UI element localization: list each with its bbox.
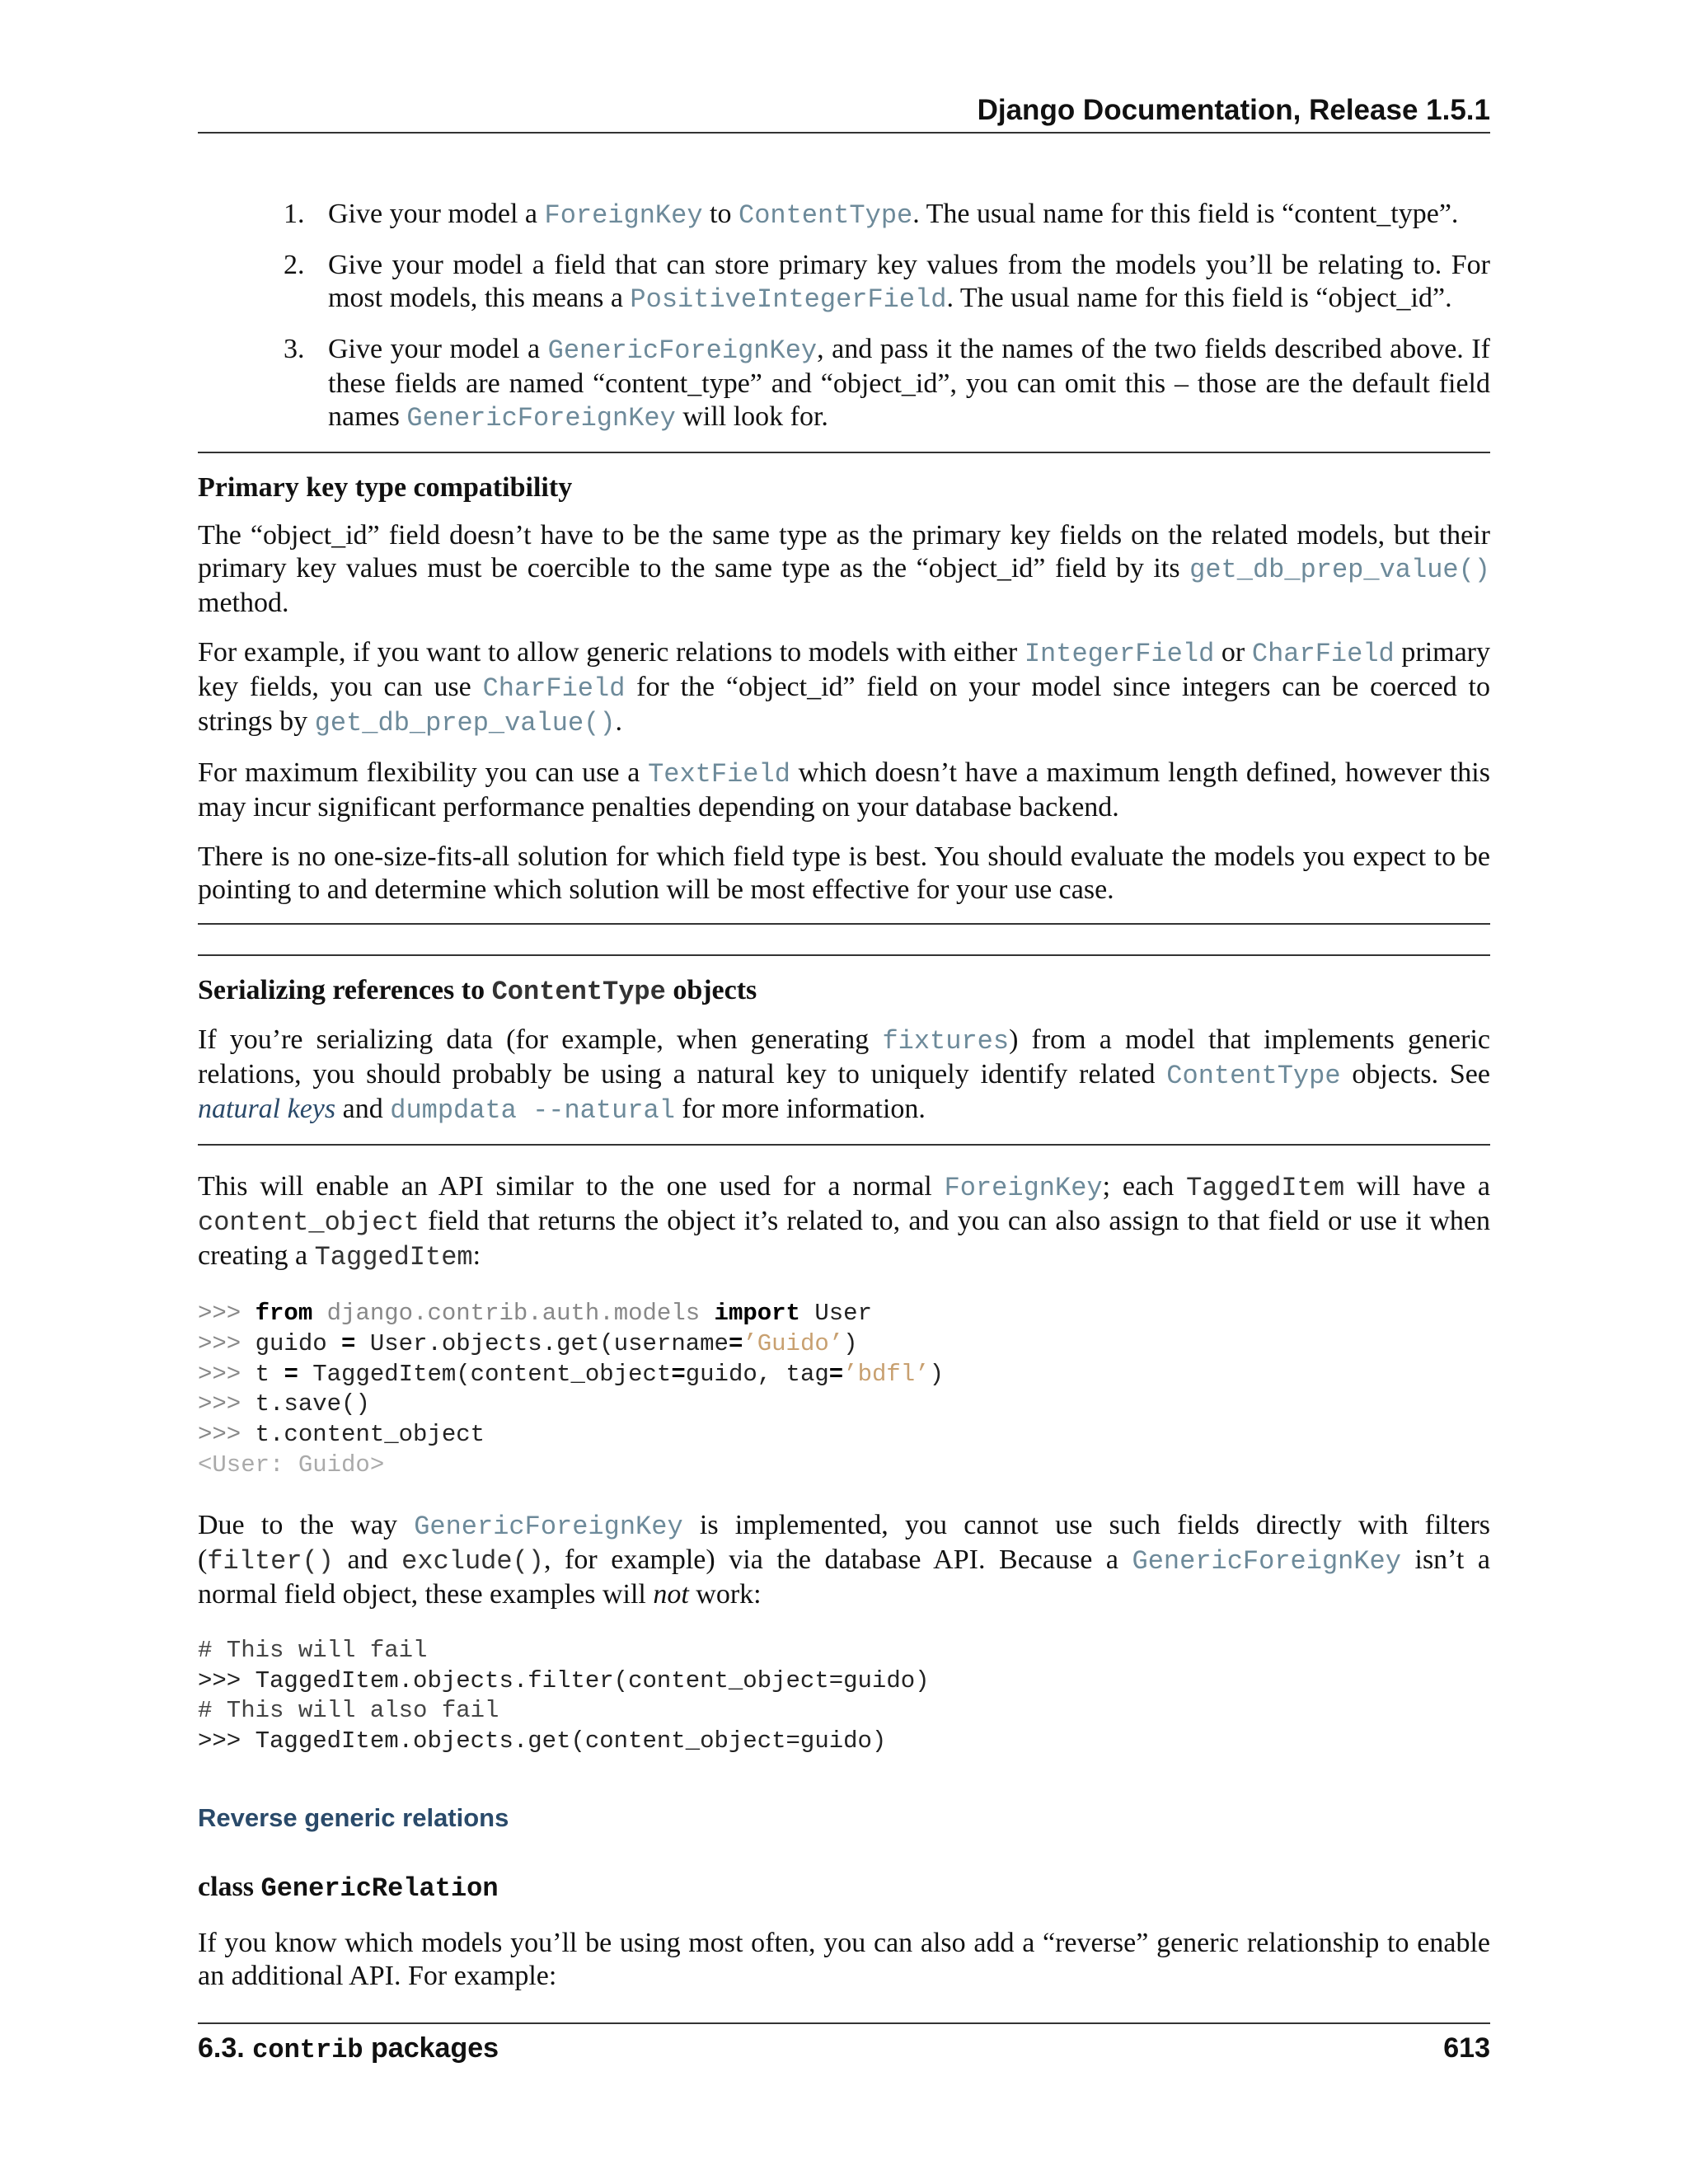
serializing-note	[198, 954, 1490, 1146]
api-paragraph: This will enable an API similar to the one used for a normal ForeignKey; each TaggedItem will have a content_object field that returns the object it’s related to, and you can also assign to that field or use it when creating a TaggedItem:	[198, 1171, 1490, 1272]
class-signature: class GenericRelation	[198, 1871, 499, 1904]
running-footer	[198, 2022, 1490, 2065]
primary-key-note	[198, 452, 1490, 925]
reverse-paragraph: If you know which models you’ll be using most often, you can also add a “reverse” generic relationship to enable an additional API. For example:	[198, 1927, 1490, 1991]
list-item: 3. Give your model a GenericForeignKey, and pass it the names of the two fields described above. If these fields are named “content_type” and “object_id”, you can omit this – those are the default field names GenericForeignKey will look for.	[284, 334, 1490, 434]
code-block-fail: # This will fail >>> TaggedItem.objects.filter(content_object=guido) # This will also fail >>> TaggedItem.objects.get(content_object=guido)	[198, 1636, 930, 1755]
page-number: 613	[1443, 2032, 1490, 2064]
note-title: Primary key type compatibility	[198, 472, 573, 503]
footer-section: 6.3. contrib packages	[198, 2032, 499, 2065]
textfield-link[interactable]: TextField	[648, 759, 790, 790]
code-block-example: >>> from django.contrib.auth.models import User >>> guido = User.objects.get(username=’Guido’) >>> t = TaggedItem(content_object=guido, tag=’bdfl’) >>> t.save() >>> t.content_object <User: Guido>	[198, 1300, 944, 1479]
genericforeignkey-link[interactable]: GenericForeignKey	[414, 1511, 683, 1542]
genericforeignkey-link[interactable]: GenericForeignKey	[406, 403, 676, 434]
foreignkey-link[interactable]: ForeignKey	[944, 1173, 1103, 1203]
page-content	[198, 198, 1490, 1993]
running-header: Django Documentation, Release 1.5.1	[198, 89, 1490, 134]
charfield-link[interactable]: CharField	[482, 673, 626, 704]
genericforeignkey-link[interactable]: GenericForeignKey	[547, 335, 818, 366]
fixtures-link[interactable]: fixtures	[882, 1026, 1010, 1057]
note-paragraph: There is no one-size-fits-all solution for which field type is best. You should evaluate the models you expect to be pointing to and determine which solution will be most effective for your use case.	[198, 841, 1490, 905]
integerfield-link[interactable]: IntegerField	[1024, 639, 1215, 669]
list-item: 2. Give your model a field that can store primary key values from the models you’ll be relating to. For most models, this means a PositiveIntegerField. The usual name for this field is “object_id”.	[284, 250, 1490, 315]
natural-keys-link[interactable]: natural keys	[198, 1094, 336, 1124]
charfield-link[interactable]: CharField	[1251, 639, 1395, 669]
contenttype-link[interactable]: ContentType	[738, 200, 913, 231]
spacer	[198, 1146, 1490, 1170]
positiveintegerfield-link[interactable]: PositiveIntegerField	[630, 284, 947, 315]
list-item: 1. Give your model a ForeignKey to ContentType. The usual name for this field is “content_type”.	[284, 199, 1459, 231]
section-heading: Reverse generic relations	[198, 1802, 509, 1832]
foreignkey-link[interactable]: ForeignKey	[544, 200, 703, 231]
note-title: Serializing references to ContentType objects	[198, 975, 757, 1007]
note-paragraph: If you’re serializing data (for example, when generating fixtures) from a model that implements generic relations, you should probably be using a natural key to uniquely identify related ContentType objects. See natural keys and dumpdata --natural for more information.	[198, 1024, 1491, 1126]
spacer	[198, 925, 1490, 954]
generic-fk-steps	[198, 198, 1490, 435]
genericforeignkey-link[interactable]: GenericForeignKey	[1132, 1545, 1401, 1577]
note-paragraph: For maximum flexibility you can use a TextField which doesn’t have a maximum length defined, however this may incur significant performance penalties depending on your database backend.	[198, 757, 1490, 823]
dumpdata-natural-link[interactable]: dumpdata --natural	[390, 1095, 675, 1126]
get-db-prep-value-link[interactable]: get_db_prep_value()	[314, 708, 616, 738]
contenttype-link[interactable]: ContentType	[1166, 1061, 1341, 1091]
note-paragraph: For example, if you want to allow generic relations to models with either IntegerField or CharField primary key fields, you can use CharField for the “object_id” field on your model since integers can be coerced to strings by get_db_prep_value().	[198, 637, 1490, 738]
get-db-prep-value-link[interactable]: get_db_prep_value()	[1189, 555, 1490, 585]
note-paragraph: The “object_id” field doesn’t have to be the same type as the primary key fields on the related models, but their primary key values must be coercible to the same type as the “object_id” field by its get_db_prep_value() method.	[198, 520, 1490, 618]
gfk-paragraph: Due to the way GenericForeignKey is implemented, you cannot use such fields directly with filters (filter() and exclude(), for example) via the database API. Because a GenericForeignKey isn’t a normal field object, these examples will not work:	[198, 1509, 1490, 1610]
